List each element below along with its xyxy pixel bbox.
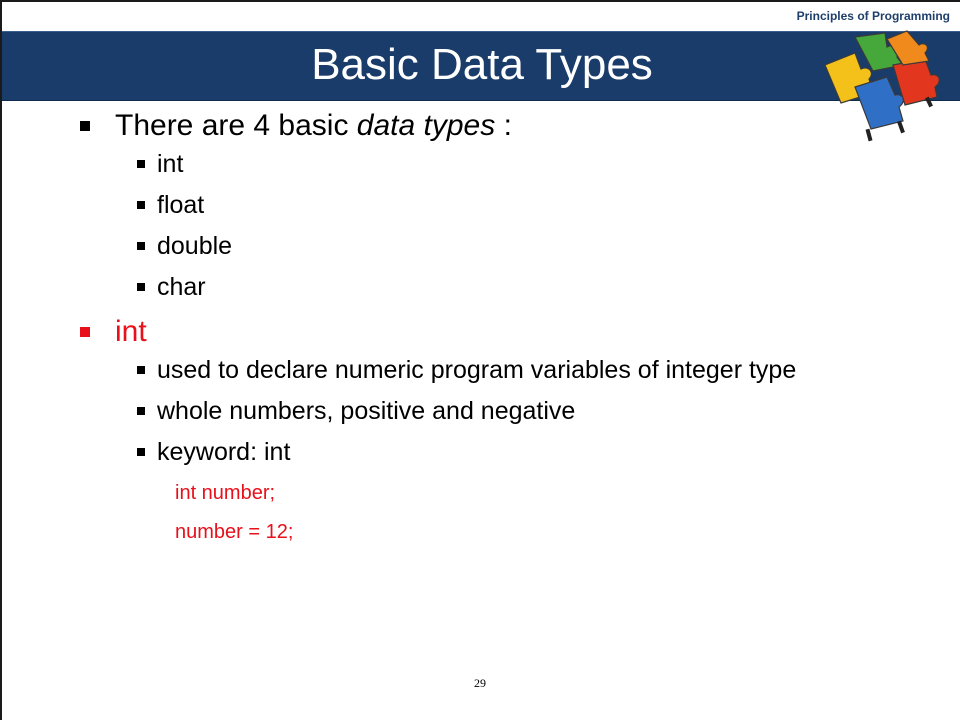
slide-title: Basic Data Types [311,40,653,89]
slide-left-border [0,0,2,720]
code-line: int number; [175,482,276,504]
code-example [115,482,818,544]
square-bullet-icon [80,121,90,131]
type-item-label: char [157,273,206,301]
square-bullet-icon [137,160,145,168]
int-point [115,397,818,426]
type-list [115,150,818,302]
square-bullet-icon [80,327,90,337]
int-point [115,438,818,467]
code-line: number = 12; [175,521,294,543]
int-point-text: whole numbers, positive and negative [157,397,576,425]
square-bullet-icon [137,242,145,250]
bullet-list [78,108,818,544]
course-label: Principles of Programming [796,9,950,23]
intro-text: There are 4 basic [115,109,357,142]
type-item [115,150,818,179]
square-bullet-icon [137,201,145,209]
type-item-label: int [157,150,184,178]
square-bullet-icon [137,448,145,456]
puzzle-pieces-icon [815,25,945,150]
square-bullet-icon [137,407,145,415]
page-number: 29 [474,676,486,690]
int-point-text: keyword: int [157,438,291,466]
slide-top-border [0,0,960,2]
square-bullet-icon [137,283,145,291]
type-item [115,232,818,261]
bullet-intro [78,108,818,302]
int-heading: int [115,315,147,348]
type-item-label: float [157,191,205,219]
type-item-label: double [157,232,233,260]
int-point [115,356,818,385]
type-item [115,191,818,220]
type-item [115,273,818,302]
intro-text-end: : [495,109,512,142]
int-points-list [115,356,818,467]
square-bullet-icon [137,366,145,374]
bullet-int-section [78,314,818,544]
int-point-text: used to declare numeric program variables of integer type [157,356,797,384]
intro-emphasis: data types [356,109,496,142]
